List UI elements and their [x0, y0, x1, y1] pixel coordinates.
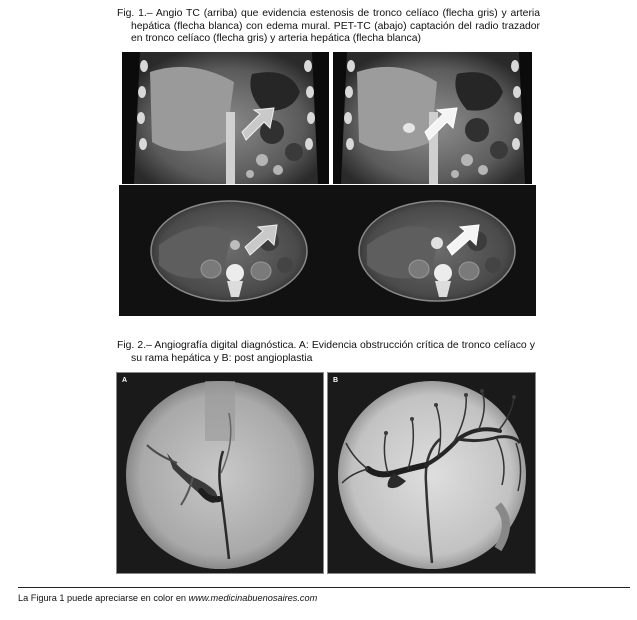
footer-url-link[interactable]: www.medicinabuenosaires.com [188, 593, 318, 603]
footer-divider [18, 587, 630, 588]
angiography-panel-b [327, 372, 536, 574]
figure-2-caption [117, 340, 535, 365]
panel-b-label: B [333, 377, 339, 384]
figure-1-caption [117, 8, 540, 46]
figure-2-caption-text: Fig. 2.– Angiografía digital diagnóstica. A: Evidencia obstrucción crítica de tronco celíaco y su rama hepática y B: post angioplastia [117, 340, 535, 364]
panel-a-label: A [122, 377, 128, 384]
figure-1-caption-text: Fig. 1.– Angio TC (arriba) que evidencia estenosis de tronco celíaco (flecha gris) y arteria hepática (flecha blanca) con edema mural. PET-TC (abajo) captación del radio trazador en tronco celíaco (flecha gris) y arteria hepática (flecha blanca) [117, 8, 540, 45]
footer-note [18, 592, 317, 604]
pet-ct-axial-images [119, 185, 536, 316]
ct-coronal-right-image [333, 52, 532, 184]
pet-ct-axial-right [359, 201, 515, 301]
angiography-panel-a [116, 372, 324, 574]
footer-text: La Figura 1 puede apreciarse en color en [18, 593, 187, 603]
pet-ct-axial-left [151, 201, 307, 301]
ct-coronal-left-image [122, 52, 329, 184]
